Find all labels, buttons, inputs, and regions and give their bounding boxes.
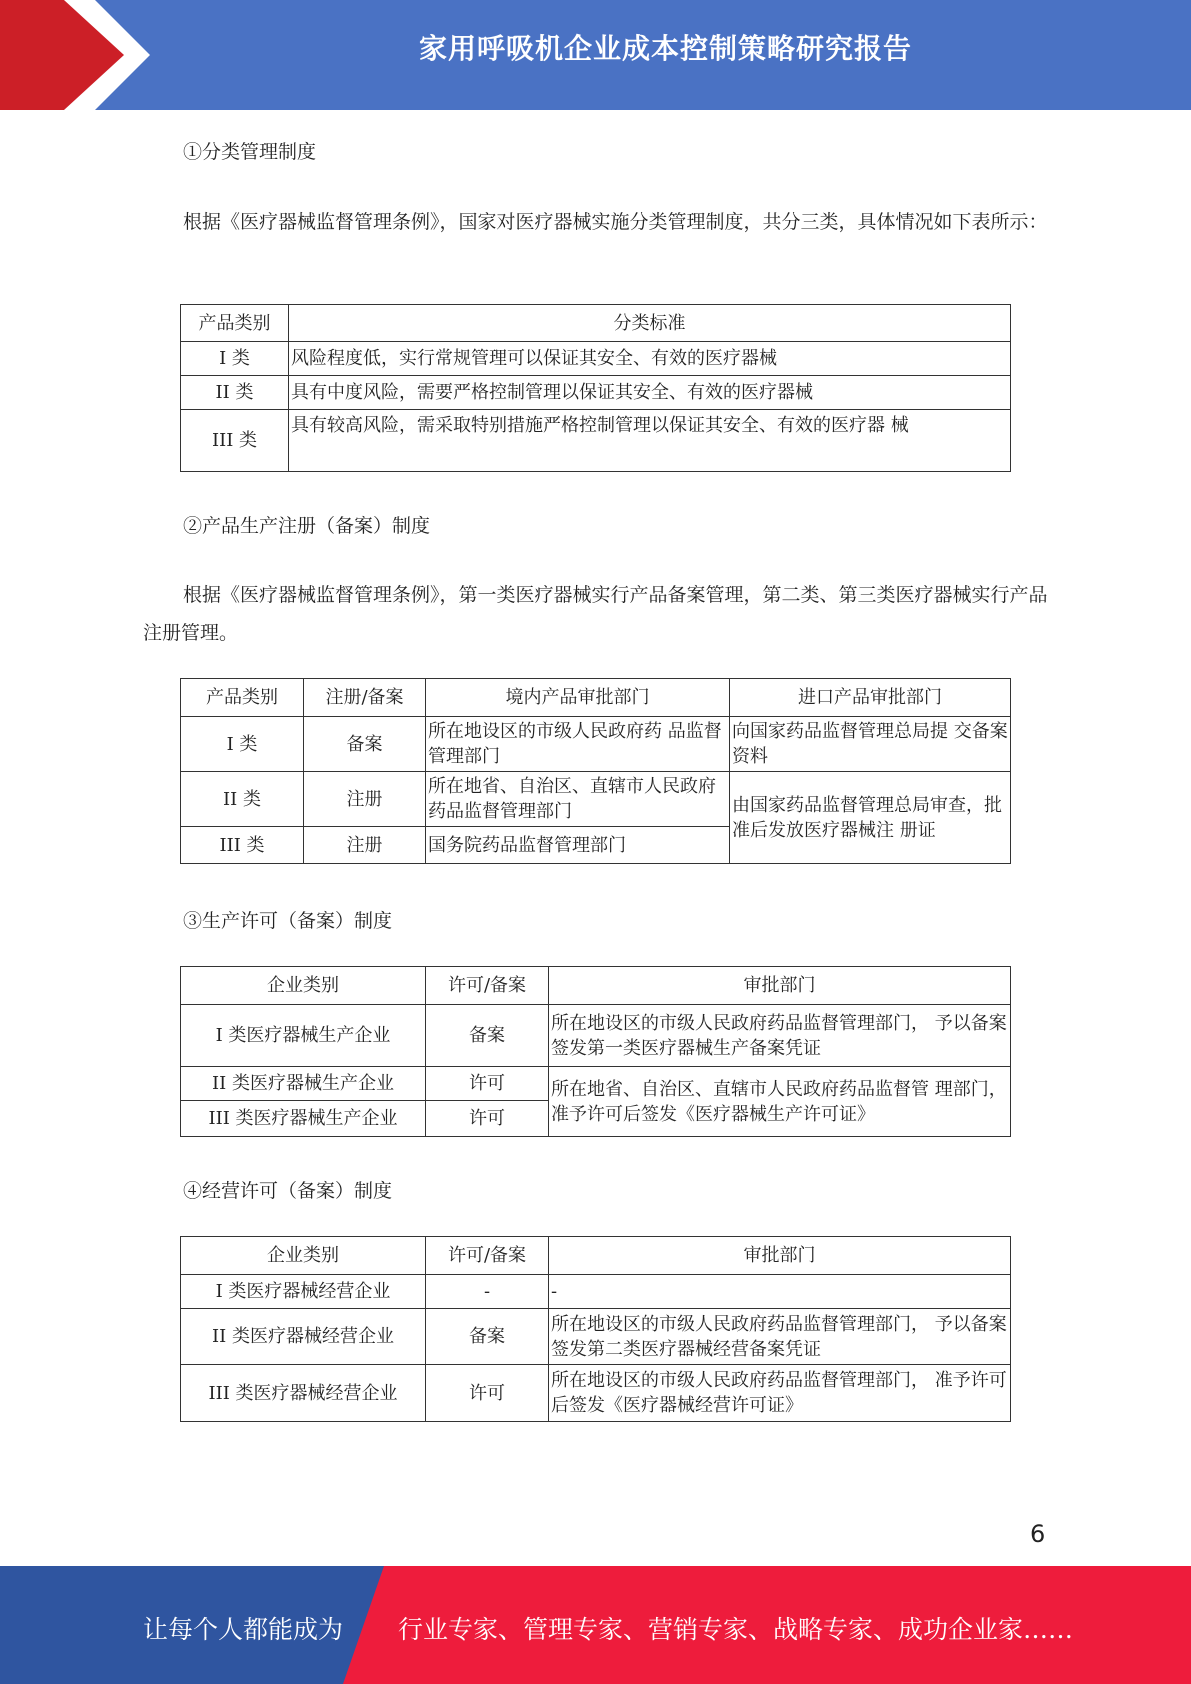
table-cell: 所在地设区的市级人民政府药品监督管理部门， 予以备案签发第一类医疗器械生产备案凭证 [549,1005,1011,1067]
table-header-cell: 进口产品审批部门 [730,679,1011,717]
table-cell: 备案 [426,1309,549,1365]
production-license-table [180,966,1011,1137]
table-cell: II 类医疗器械生产企业 [181,1067,426,1101]
footer-slogan-right: 行业专家、管理专家、营销专家、战略专家、成功企业家…… [398,1615,1074,1644]
table-cell: 所在地设区的市级人民政府药品监督管理部门， 予以备案签发第二类医疗器械经营备案凭证 [549,1309,1011,1365]
table-cell-merged: 所在地省、自治区、直辖市人民政府药品监督管 理部门，准予许可后签发《医疗器械生产许可证》 [549,1067,1011,1137]
table-header-cell: 审批部门 [549,967,1011,1005]
section2-paragraph: 根据《医疗器械监督管理条例》，第一类医疗器械实行产品备案管理，第二类、第三类医疗器械实行产品注册管理。 [143,584,1048,644]
page-header [0,0,1191,110]
table-header-row [181,1237,1011,1275]
table-header-cell: 许可/备案 [426,1237,549,1275]
table-cell: III 类 [181,827,304,864]
table-row [181,1275,1011,1309]
report-title: 家用呼吸机企业成本控制策略研究报告 [418,32,912,65]
table-cell: II 类医疗器械经营企业 [181,1309,426,1365]
table-cell: 许可 [426,1365,549,1422]
table-row [181,376,1011,410]
page-number: 6 [1030,1520,1046,1548]
table-cell: 注册 [304,772,426,827]
table-cell: 所在地设区的市级人民政府药 品监督管理部门 [426,717,730,772]
table-cell: 备案 [426,1005,549,1067]
table-row [181,1067,1011,1101]
table-header-cell: 注册/备案 [304,679,426,717]
table-cell: I 类医疗器械生产企业 [181,1005,426,1067]
table-row [181,717,1011,772]
table-cell: II 类 [181,772,304,827]
section2-heading: ②产品生产注册（备案）制度 [183,515,431,537]
table-header-row [181,967,1011,1005]
table-cell: 具有中度风险，需要严格控制管理以保证其安全、有效的医疗器械 [289,376,1011,410]
table-header-cell: 许可/备案 [426,967,549,1005]
table-cell: - [549,1275,1011,1309]
table-cell: 许可 [426,1101,549,1137]
section3-heading: ③生产许可（备案）制度 [183,910,393,932]
operation-license-table [180,1236,1011,1422]
table-row [181,772,1011,827]
table-row [181,1365,1011,1422]
classification-table [180,304,1011,472]
table-cell: 备案 [304,717,426,772]
table-cell: 国务院药品监督管理部门 [426,827,730,864]
table-header-cell: 分类标准 [289,305,1011,342]
registration-table [180,678,1011,864]
section1-paragraph: 根据《医疗器械监督管理条例》，国家对医疗器械实施分类管理制度，共分三类，具体情况如下表所示： [183,211,1048,233]
table-header-row [181,679,1011,717]
table-cell-merged: 由国家药品监督管理总局审查，批准后发放医疗器械注 册证 [730,772,1011,864]
table-row [181,1005,1011,1067]
table-cell: 风险程度低，实行常规管理可以保证其安全、有效的医疗器械 [289,342,1011,376]
table-row [181,342,1011,376]
table-cell: III 类医疗器械经营企业 [181,1365,426,1422]
table-header-cell: 企业类别 [181,1237,426,1275]
table-cell: 所在地省、自治区、直辖市人民政府药品监督管理部门 [426,772,730,827]
table-cell: III 类 [181,410,289,472]
table-row [181,410,1011,472]
page-footer [0,1566,1191,1684]
table-header-cell: 产品类别 [181,679,304,717]
table-cell: 具有较高风险，需采取特别措施严格控制管理以保证其安全、有效的医疗器 械 [289,410,1011,472]
table-cell: 所在地设区的市级人民政府药品监督管理部门， 准予许可后签发《医疗器械经营许可证》 [549,1365,1011,1422]
table-header-cell: 审批部门 [549,1237,1011,1275]
table-cell: I 类医疗器械经营企业 [181,1275,426,1309]
table-cell: 注册 [304,827,426,864]
section4-heading: ④经营许可（备案）制度 [183,1180,393,1202]
table-cell: II 类 [181,376,289,410]
table-cell: - [426,1275,549,1309]
table-header-cell: 企业类别 [181,967,426,1005]
table-row [181,1309,1011,1365]
table-cell: 向国家药品监督管理总局提 交备案资料 [730,717,1011,772]
table-cell: 许可 [426,1067,549,1101]
table-cell: III 类医疗器械生产企业 [181,1101,426,1137]
footer-slogan-left: 让每个人都能成为 [143,1615,344,1644]
table-cell: I 类 [181,717,304,772]
table-header-row [181,305,1011,342]
table-cell: I 类 [181,342,289,376]
table-header-cell: 境内产品审批部门 [426,679,730,717]
section1-heading: ①分类管理制度 [183,141,317,163]
table-header-cell: 产品类别 [181,305,289,342]
